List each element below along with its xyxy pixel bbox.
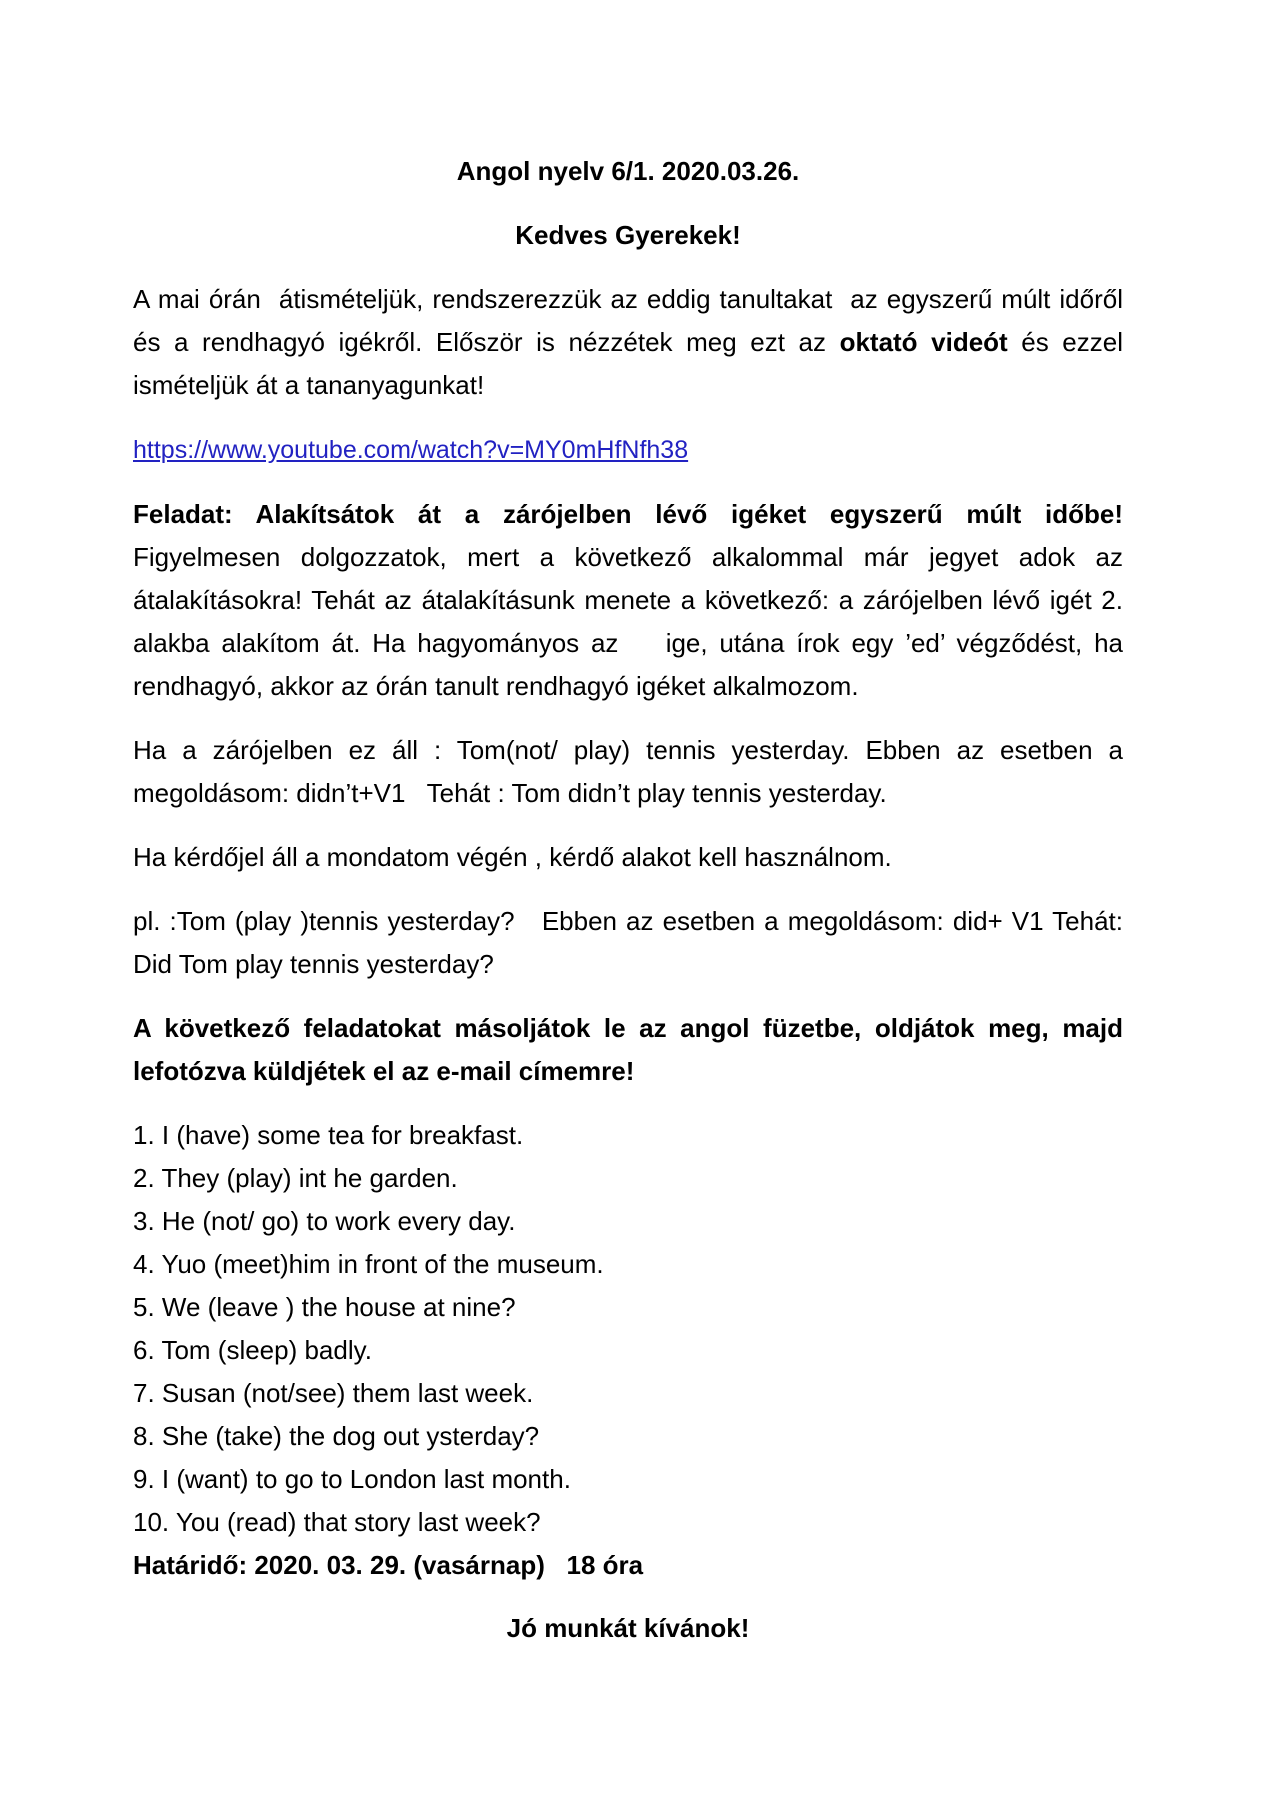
greeting: Kedves Gyerekek! (515, 220, 741, 250)
task-bold-heading: Feladat: Alakítsátok át a zárójelben lévő igéket egyszerű múlt időbe! (133, 499, 1123, 529)
intro-text-pre: A mai órán átismételjük, rendszerezzük az eddig tanultakat az egyszerű múlt időről és a rendhagyó igékről. Először is nézzétek meg ezt az (133, 284, 1131, 357)
exercise-item-5: 5. We (leave ) the house at nine? (133, 1292, 516, 1322)
copy-instructions-paragraph: A következő feladatokat másoljátok le az angol füzetbe, oldjátok meg, majd lefotózva küldjétek el az e-mail címemre! (133, 1013, 1131, 1086)
exercise-item-2: 2. They (play) int he garden. (133, 1163, 458, 1193)
exercise-item-9: 9. I (want) to go to London last month. (133, 1464, 571, 1494)
video-link-paragraph (133, 428, 1123, 472)
example-question-paragraph: pl. :Tom (play )tennis yesterday? Ebben az esetben a megoldásom: did+ V1 Tehát: Did Tom play tennis yesterday? (133, 906, 1138, 979)
intro-text-post: és ezzel ismételjük át a tananyagunkat! (133, 327, 1131, 400)
intro-bold-highlight: oktató videót (839, 327, 1008, 357)
exercise-item-4: 4. Yuo (meet)him in front of the museum. (133, 1249, 604, 1279)
exercise-item-6: 6. Tom (sleep) badly. (133, 1335, 372, 1365)
example-negative-paragraph: Ha a zárójelben ez áll : Tom(not/ play) tennis yesterday. Ebben az esetben a megoldásom: didn’t+V1 Tehát : Tom didn’t play tennis yesterday. (133, 735, 1131, 808)
intro-paragraph (133, 278, 1131, 407)
page-title: Angol nyelv 6/1. 2020.03.26. (456, 156, 800, 186)
deadline-line: Határidő: 2020. 03. 29. (vasárnap) 18 óra (133, 1550, 644, 1580)
exercise-item-10: 10. You (read) that story last week? (133, 1507, 541, 1537)
task-paragraph (133, 493, 1131, 708)
exercise-list (133, 1114, 1123, 1544)
closing-line: Jó munkát kívánok! (506, 1613, 750, 1643)
video-link[interactable]: https://www.youtube.com/watch?v=MY0mHfNfh38 (133, 436, 689, 464)
exercise-item-7: 7. Susan (not/see) them last week. (133, 1378, 534, 1408)
task-text: Figyelmesen dolgozzatok, mert a következő alkalommal már jegyet adok az átalakításokra! Tehát az átalakításunk menete a következő: a zárójelben lévő igét 2. alakba alakítom át. Ha hagyományos az ige, utána írok egy ’ed’ végződést, ha rendhagyó, akkor az órán tanult rendhagyó igéket alkalmozom. (133, 499, 1131, 701)
exercise-item-3: 3. He (not/ go) to work every day. (133, 1206, 516, 1236)
question-note-paragraph: Ha kérdőjel áll a mondatom végén , kérdő alakot kell használnom. (133, 842, 892, 872)
exercise-item-8: 8. She (take) the dog out ysterday? (133, 1421, 540, 1451)
exercise-item-1: 1. I (have) some tea for breakfast. (133, 1120, 524, 1150)
